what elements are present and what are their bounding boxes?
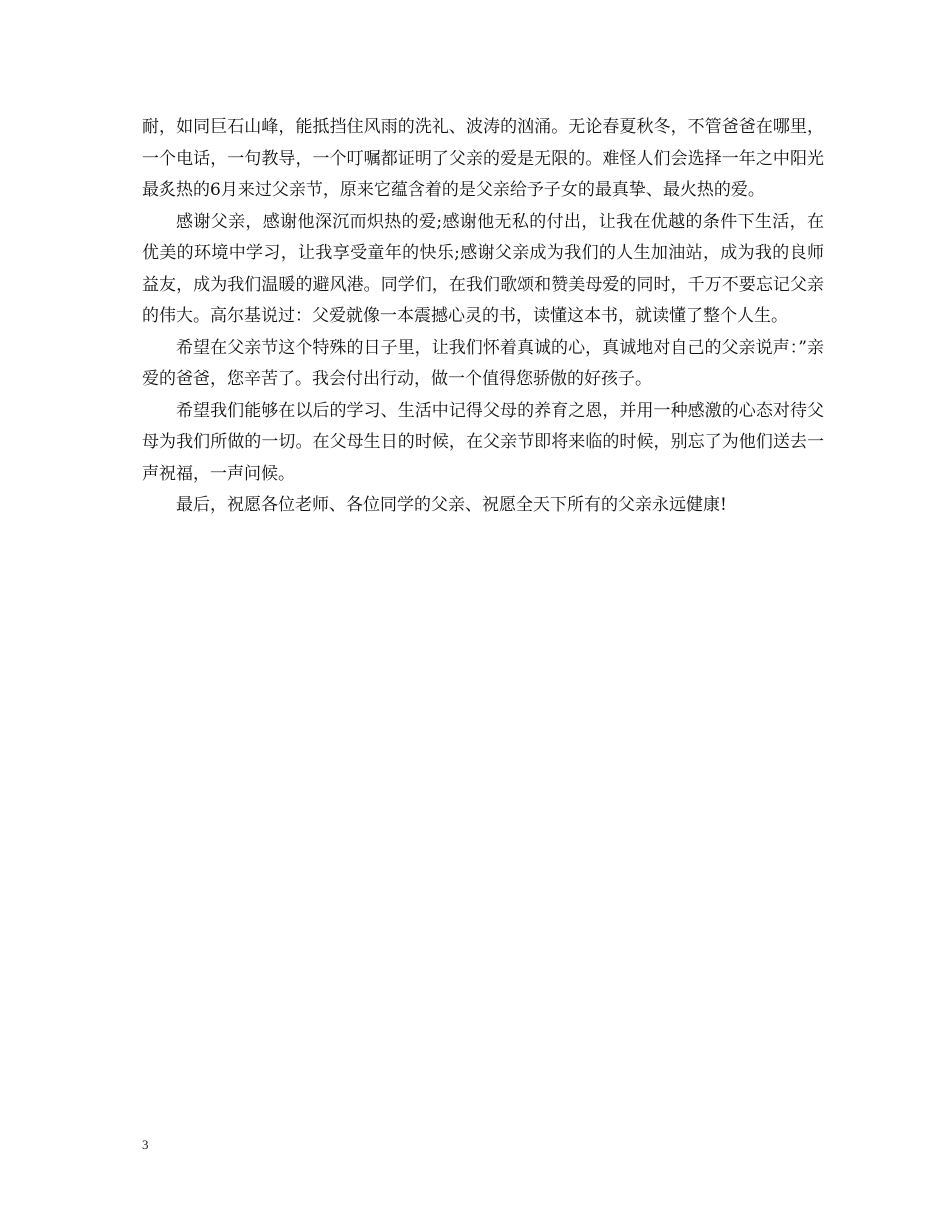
paragraph-5: 最后，祝愿各位老师、各位同学的父亲、祝愿全天下所有的父亲永远健康! (176, 495, 727, 515)
paragraph-4: 希望我们能够在以后的学习、生活中记得父母的养育之恩，并用一种感激的心态对待父母为我们所做的一切。在父母生日的时候，在父亲节即将来临的时候，别忘了为他们送去一声祝福，一声问候。 (142, 400, 824, 484)
paragraph-2: 感谢父亲，感谢他深沉而炽热的爱;感谢他无私的付出，让我在优越的条件下生活，在优美的环境中学习，让我享受童年的快乐;感谢父亲成为我们的人生加油站，成为我的良师益友，成为我们温暖的避风港。同学们，在我们歌颂和赞美母爱的同时，千万不要忘记父亲的伟大。高尔基说过：父爱就像一本震撼心灵的书，读懂这本书，就读懂了整个人生。 (142, 211, 824, 326)
paragraph-1: 耐，如同巨石山峰，能抵挡住风雨的洗礼、波涛的汹涌。无论春夏秋冬，不管爸爸在哪里，一个电话，一句教导，一个叮嘱都证明了父亲的爱是无限的。难怪人们会选择一年之中阳光最炙热的6月来过父亲节，原来它蕴含着的是父亲给予子女的最真挚、最火热的爱。 (142, 117, 824, 200)
document-body (142, 112, 824, 522)
paragraph-3: 希望在父亲节这个特殊的日子里，让我们怀着真诚的心，真诚地对自己的父亲说声：”亲爱的爸爸，您辛苦了。我会付出行动，做一个值得您骄傲的好孩子。 (142, 337, 824, 389)
page-number: 3 (142, 1137, 149, 1152)
